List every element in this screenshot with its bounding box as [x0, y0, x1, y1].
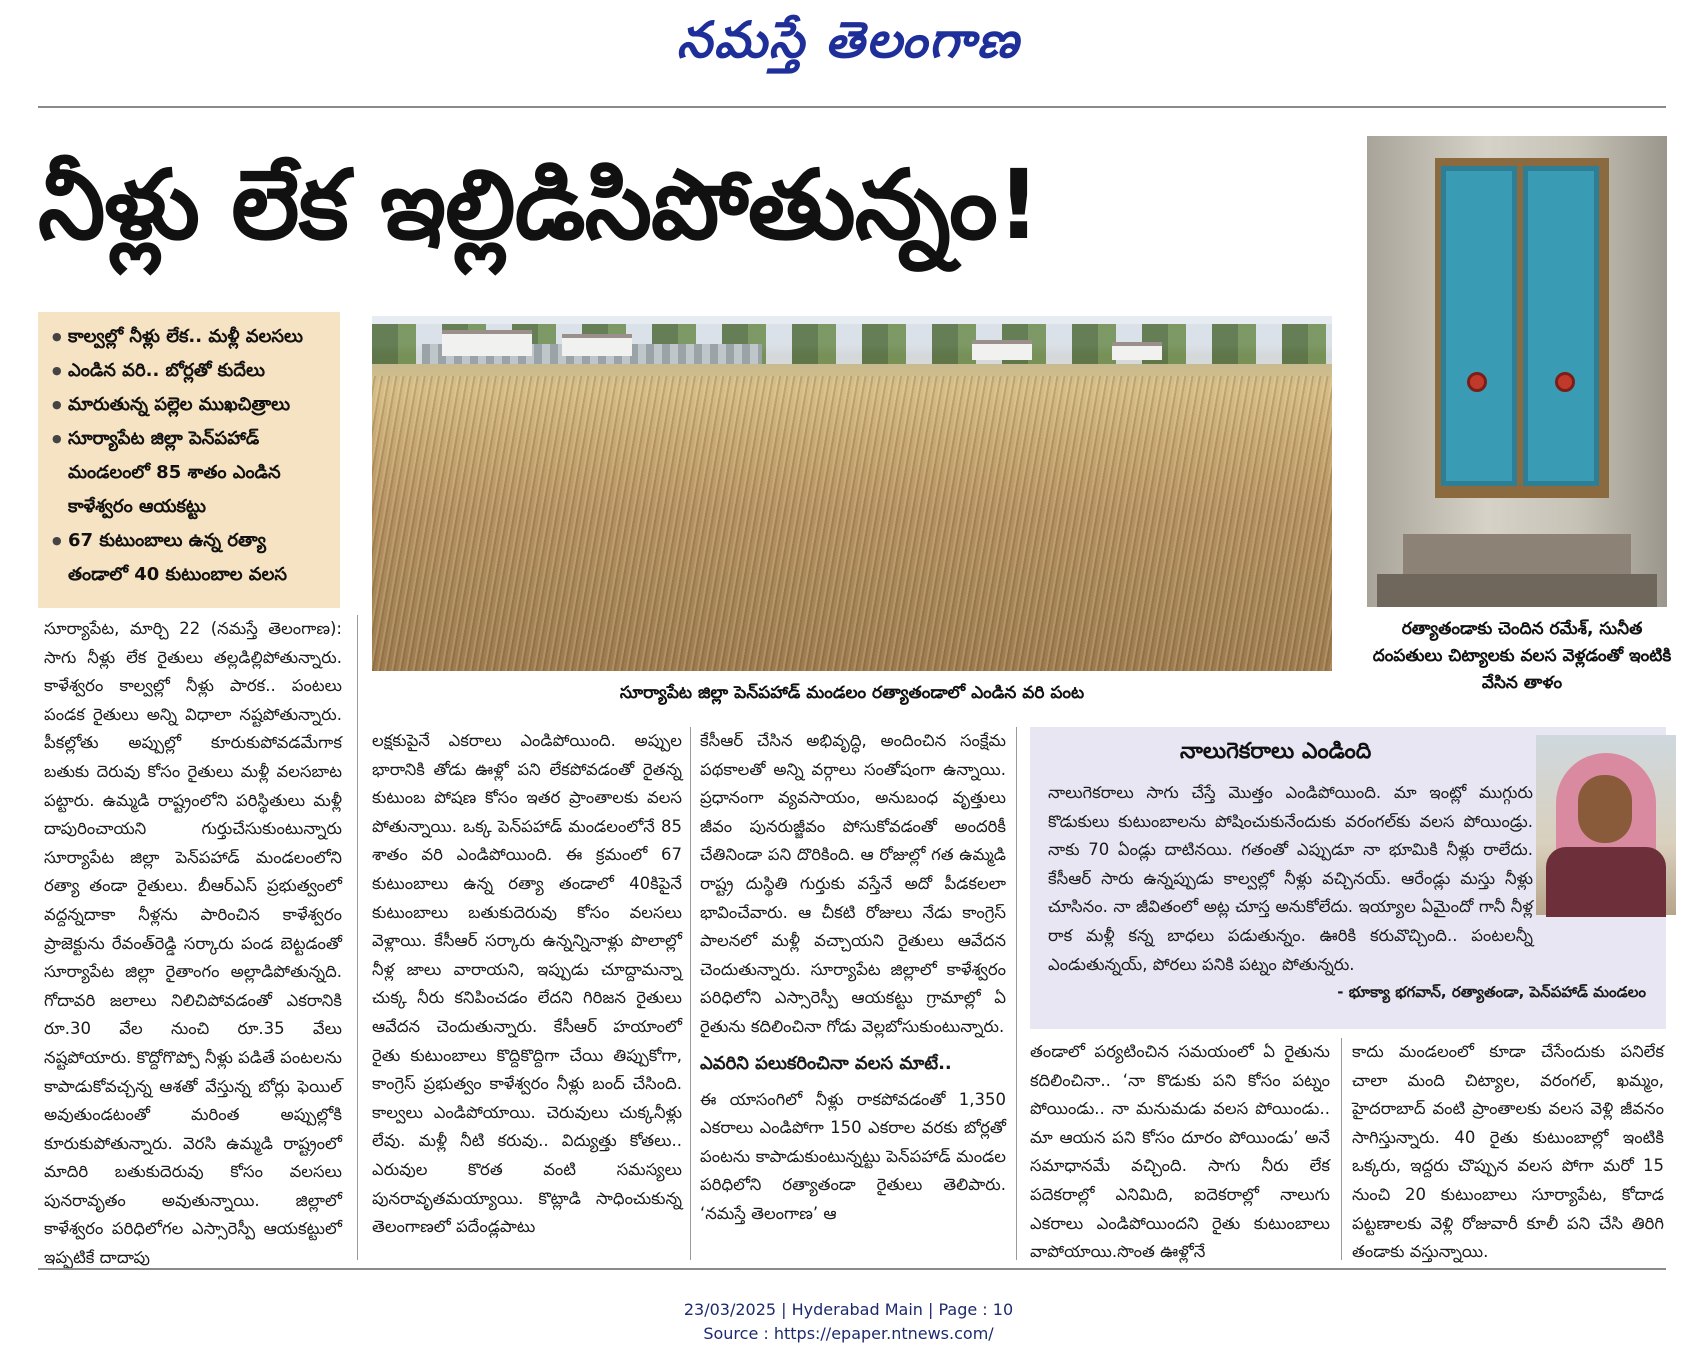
column-divider: [357, 615, 358, 1260]
locked-door-photo: [1367, 136, 1667, 607]
newspaper-masthead: నమస్తే తెలంగాణ: [676, 10, 1021, 69]
column-divider: [690, 727, 691, 1260]
highlight-item: ● 67 కుటుంబాలు ఉన్న రత్యా తండాలో 40 కుటుంబాల వలస: [52, 524, 330, 592]
highlight-item: ● కాల్వల్లో నీళ్లు లేక.. మళ్లీ వలసలు: [52, 320, 330, 354]
column-text: కేసీఆర్ చేసిన అభివృద్ధి, అందించిన సంక్షేమ పథకాలతో అన్ని వర్గాలు సంతోషంగా ఉన్నాయి. ప్రధానంగా వ్యవసాయం, అనుబంధ వృత్తులు జీవం పునరుజ్జీవం పోసుకోవడంతో అందరికీ చేతినిండా పని దొరికింది. ఆ రోజుల్లో గత ఉమ్మడి రాష్ట్ర దుస్థితి గుర్తుకు వస్తేనే అదో పీడకలలా భావించేవారు. ఆ చీకటి రోజులు నేడు కాంగ్రెస్ పాలనలో మళ్లీ వచ్చాయని రైతులు ఆవేదన చెందుతున్నారు. సూర్యాపేట జిల్లాలో కాళేశ్వరం పరిధిలోని ఎస్సారెస్పీ ఆయకట్టు గ్రామాల్లో ఏ రైతును కదిలించినా గోడు వెల్లబోసుకుంటున్నారు.: [700, 731, 1006, 1036]
column-text: లక్షకుపైనే ఎకరాలు ఎండిపోయింది. అప్పుల భారానికి తోడు ఊళ్లో పని లేకపోవడంతో రైతన్న కుటుంబ పోషణ కోసం ఇతర ప్రాంతాలకు వలస పోతున్నాయి. ఒక్క పెన్‌పహాడ్ మండలంలోనే 85 శాతం వరి ఎండిపోయింది. ఈ క్రమంలో 67 కుటుంబాలు ఉన్న రత్యా తండాలో 40కిపైనే కుటుంబాలు బతుకుదెరువు కోసం వలసలు వెళ్లాయి. కేసీఆర్ సర్కారు ఉన్నన్నినాళ్లు పొలాల్లో నీళ్ల జాలు వారాయని, ఇప్పుడు చూద్దామన్నా చుక్క నీరు కనిపించడం లేదని గిరిజన రైతులు ఆవేదన చెందుతున్నారు. కేసీఆర్ హయాంలో రైతు కుటుంబాలు కొద్దికొద్దిగా చేయి తిప్పుకోగా, కాంగ్రెస్ ప్రభుత్వం కాళేశ్వరం నీళ్లు బంద్ చేసింది. కాల్వలు ఎండిపోయాయి. చెరువులు చుక్కనీళ్లు లేవు. మళ్లీ నీటి కరువు.. విద్యుత్తు కోతలు.. ఎరువుల కొరత వంటి సమస్యలు పునరావృతమయ్యాయి. కొట్లాడి సాధించుకున్న తెలంగాణలో పదేండ్లపాటు: [372, 731, 682, 1237]
highlight-item: ● మారుతున్న పల్లెల ముఖచిత్రాలు: [52, 388, 330, 422]
column-subheading: ఎవరిని పలుకరించినా వలస మాటే..: [700, 1052, 952, 1074]
footer-rule: [38, 1268, 1666, 1270]
quote-box-title: నాలుగెకరాలు ఎండింది: [1180, 739, 1372, 764]
article-column-5: [1352, 1038, 1664, 1262]
column-text: తండాలో పర్యటించిన సమయంలో ఏ రైతును కదిలించినా.. ‘నా కొడుకు పని కోసం పట్నం పోయిండు.. నా మనుమడు వలస పోయిండు.. మా ఆయన పని కోసం దూరం పోయిండు’ అనే సమాధానమే వచ్చింది. సాగు నీరు లేక పదెకరాల్లో ఎనిమిది, ఐదెకరాల్లో నాలుగు ఎకరాలు ఎండిపోయిందని రైతు కుటుంబాలు వాపోయాయి.సొంత ఊళ్లోనే: [1030, 1042, 1330, 1262]
column-divider: [1016, 727, 1017, 1260]
article-column-4: [1030, 1038, 1330, 1262]
source-link[interactable]: Source : https://epaper.ntnews.com/: [703, 1324, 994, 1343]
article-column-1: [44, 615, 342, 1268]
article-column-3: [700, 727, 1006, 1255]
dried-paddy-field-photo: [372, 316, 1332, 671]
column-divider: [1341, 1038, 1342, 1260]
highlight-item: ● సూర్యాపేట జిల్లా పెన్‌పహాడ్ మండలంలో 85 శాతం ఎండిన కాళేశ్వరం ఆయకట్టు: [52, 422, 330, 524]
farmer-quote-box: [1030, 727, 1666, 1029]
column-text: సూర్యాపేట, మార్చి 22 (నమస్తే తెలంగాణ): సాగు నీళ్లు లేక రైతులు తల్లడిల్లిపోతున్నారు. కాళేశ్వరం కాల్వల్లో నీళ్లు పారక.. పంటలు పండక రైతులు అన్ని విధాలా నష్టపోతున్నారు. పీకల్లోతు అప్పుల్లో కూరుకుపోవడమేగాక బతుకు దెరువు కోసం రైతులు మళ్లీ వలసబాట పట్టారు. ఉమ్మడి రాష్ట్రంలోని పరిస్థితులు మళ్లీ దాపురించాయని గుర్తుచేసుకుంటున్నారు సూర్యాపేట జిల్లా పెన్‌పహాడ్ మండలంలోని రత్యా తండా రైతులు. బీఆర్‌ఎస్ ప్రభుత్వంలో వద్దన్నదాకా నీళ్లను పారించిన కాళేశ్వరం ప్రాజెక్టును రేవంత్‌రెడ్డి సర్కారు పండ బెట్టడంతో సూర్యాపేట జిల్లా రైతాంగం అల్లాడిపోతున్నది. గోదావరి జలాలు నిలిచిపోవడంతో ఎకరానికి రూ.30 వేల నుంచి రూ.35 వేలు నష్టపోయారు. కొద్దోగొప్పో నీళ్లు పడితే పంటలను కాపాడుకోవచ్చన్న ఆశతో వేస్తున్న బోర్లు ఫెయిల్ అవుతుండటంతో మరింత అప్పుల్లోకి కూరుకుపోతున్నారు. వెరసి ఉమ్మడి రాష్ట్రంలో మాదిరి బతుకుదెరువు కోసం వలసలు పునరావృతం అవుతున్నాయి. జిల్లాలో కాళేశ్వరం పరిధిలోగల ఎస్సారెస్పీ ఆయకట్టులో ఇప్పటికే దాదాపు: [44, 619, 342, 1268]
door-photo-caption: రత్యాతండాకు చెందిన రమేశ్, సునీత దంపతులు చిట్యాలకు వలస వెళ్లడంతో ఇంటికి వేసిన తాళం: [1372, 619, 1672, 693]
quote-attribution: - భూక్యా భగవాన్, రత్యాతండా, పెన్‌పహాడ్ మండలం: [1337, 983, 1646, 1001]
column-text: ఈ యాసంగిలో నీళ్లు రాకపోవడంతో 1,350 ఎకరాలు ఎండిపోగా 150 ఎకరాల వరకు బోర్లతో పంటను కాపాడుకుంటున్నట్టు పెన్‌పహాడ్ మండల పరిధిలోని రత్యాతండా రైతులు తెలిపారు. ‘నమస్తే తెలంగాణ’ ఆ: [700, 1089, 1006, 1223]
highlights-box: [38, 312, 340, 608]
edition-info: 23/03/2025 | Hyderabad Main | Page : 10: [683, 1300, 1014, 1319]
article-column-2: [372, 727, 682, 1255]
column-text: కాదు మండలంలో కూడా చేసేందుకు పనిలేక చాలా మంది చిట్యాల, వరంగల్, ఖమ్మం, హైదరాబాద్ వంటి ప్రాంతాలకు వలస వెళ్లి జీవనం సాగిస్తున్నారు. 40 రైతు కుటుంబాల్లో ఇంటికి ఒక్కరు, ఇద్దరు చొప్పున వలస పోగా మరో 15 నుంచి 20 కుటుంబాలు సూర్యాపేట, కోదాడ పట్టణాలకు వెళ్లి రోజువారీ కూలీ పని చేసి తిరిగి తండాకు వస్తున్నాయి.: [1352, 1042, 1664, 1262]
field-photo-caption: సూర్యాపేట జిల్లా పెన్‌పహాడ్ మండలం రత్యాతండాలో ఎండిన వరి పంట: [619, 683, 1085, 703]
highlight-item: ● ఎండిన వరి.. బోర్లతో కుదేలు: [52, 354, 330, 388]
masthead-rule: [38, 106, 1666, 108]
farmer-portrait-photo: [1536, 735, 1676, 915]
article-headline: నీళ్లు లేక ఇల్లిడిసిపోతున్నం!: [38, 149, 1040, 261]
quote-box-text: నాలుగెకరాలు సాగు చేస్తే మొత్తం ఎండిపోయింది. మా ఇంట్లో ముగ్గురు కొడుకులు కుటుంబాలను పోషించుకునేందుకు వరంగల్‌కు వలస పోయిండ్రు. నాకు 70 ఏండ్లు దాటినయి. గతంతో ఎప్పుడూ నా భూమికి నీళ్లు రాలేదు. కేసీఆర్ సారు ఉన్నప్పుడు కాల్వల్లో నీళ్లు వచ్చినయ్. ఆరేండ్లు మస్తు నీళ్లు చూసినం. నా జీవితంలో అట్ల చూస్త అనుకోలేదు. ఇయ్యాల ఏమైందో గానీ నీళ్ల రాక మళ్లీ కన్న బాధలు పడుతున్నం. ఊరికి కరువొచ్చింది.. పంటలన్నీ ఎండుతున్నయ్, పోరలు పనికి పట్నం పోతున్నరు.: [1048, 783, 1533, 974]
